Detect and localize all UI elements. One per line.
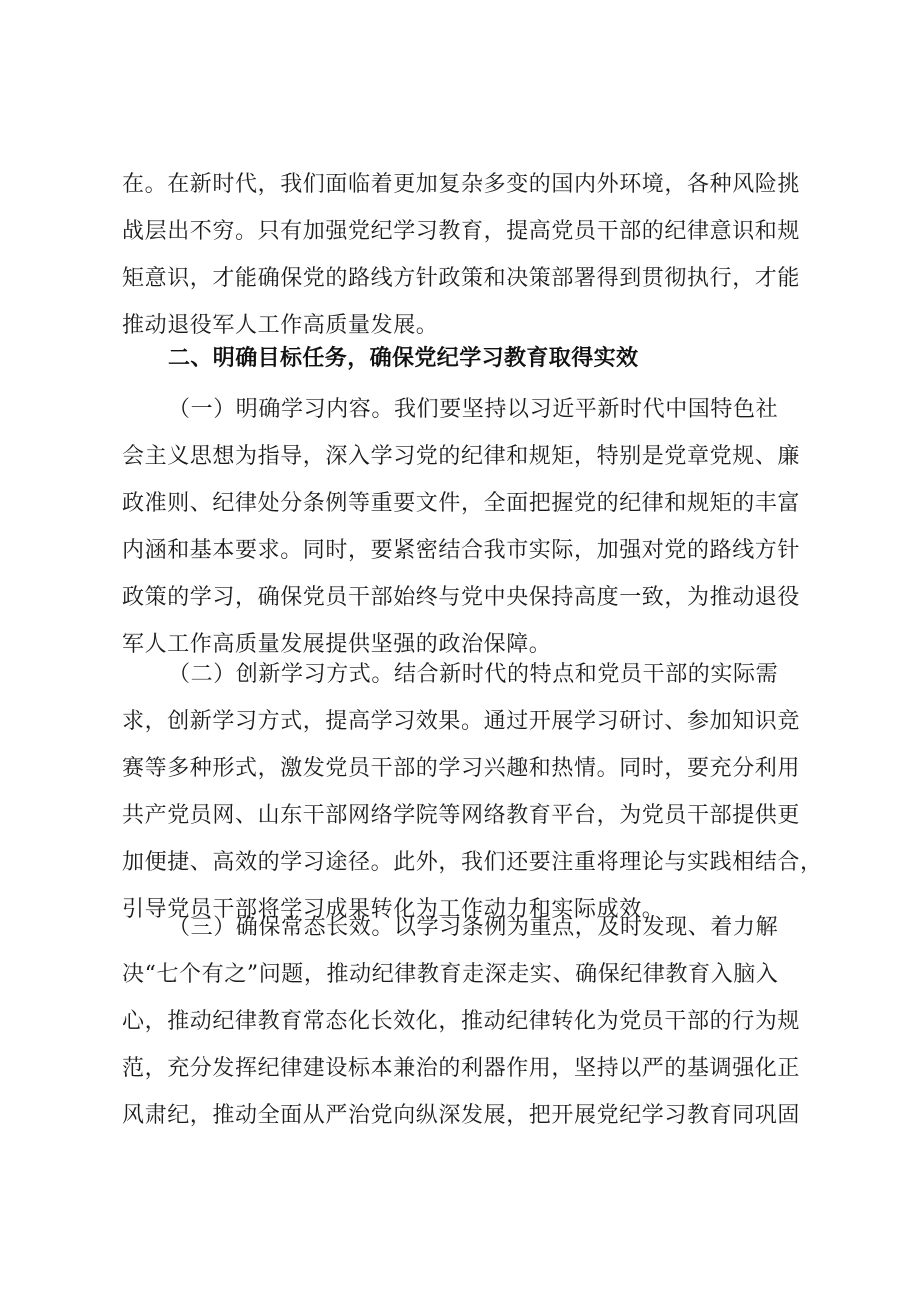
text-line: 加便捷、高效的学习途径。此外，我们还要注重将理论与实践相结合，: [122, 850, 823, 875]
section-heading: 二、明确目标任务，确保党纪学习教育取得实效: [168, 346, 639, 371]
text-line: 政策的学习，确保党员干部始终与党中央保持高度一致，为推动退役: [122, 585, 801, 610]
text-line: 风肃纪，推动全面从严治党向纵深发展，把开展党纪学习教育同巩固: [122, 1103, 801, 1128]
text-line: 会主义思想为指导，深入学习党的纪律和规矩，特别是党章党规、廉: [122, 444, 801, 469]
text-line: 军人工作高质量发展提供坚强的政治保障。: [122, 632, 552, 657]
text-line: 在。在新时代，我们面临着更加复杂多变的国内外环境，各种风险挑: [122, 172, 801, 197]
text-line: 内涵和基本要求。同时，要紧密结合我市实际，加强对党的路线方针: [122, 538, 801, 563]
text-line: 推动退役军人工作高质量发展。: [122, 313, 439, 338]
text-line: 矩意识，才能确保党的路线方针政策和决策部署得到贯彻执行，才能: [122, 266, 801, 291]
text-line: 共产党员网、山东干部网络学院等网络教育平台，为党员干部提供更: [122, 803, 801, 828]
text-line: （一）明确学习内容。我们要坚持以习近平新时代中国特色社: [168, 397, 779, 422]
text-line: 战层出不穷。只有加强党纪学习教育，提高党员干部的纪律意识和规: [122, 219, 801, 244]
text-line: 引导党员干部将学习成果转化为工作动力和实际成效。: [122, 897, 665, 922]
text-line: 范，充分发挥纪律建设标本兼治的利器作用，坚持以严的基调强化正: [122, 1056, 801, 1081]
text-line: 赛等多种形式，激发党员干部的学习兴趣和热情。同时，要充分利用: [122, 756, 801, 781]
text-line: （三）确保常态长效。以学习条例为重点，及时发现、着力解: [168, 915, 779, 940]
text-line: 求，创新学习方式，提高学习效果。通过开展学习研讨、参加知识竞: [122, 709, 801, 734]
text-line: 政准则、纪律处分条例等重要文件，全面把握党的纪律和规矩的丰富: [122, 491, 801, 516]
text-line: （二）创新学习方式。结合新时代的特点和党员干部的实际需: [168, 662, 779, 687]
text-line: 决“七个有之”问题，推动纪律教育走深走实、确保纪律教育入脑入: [122, 962, 779, 987]
text-line: 心，推动纪律教育常态化长效化，推动纪律转化为党员干部的行为规: [122, 1009, 801, 1034]
